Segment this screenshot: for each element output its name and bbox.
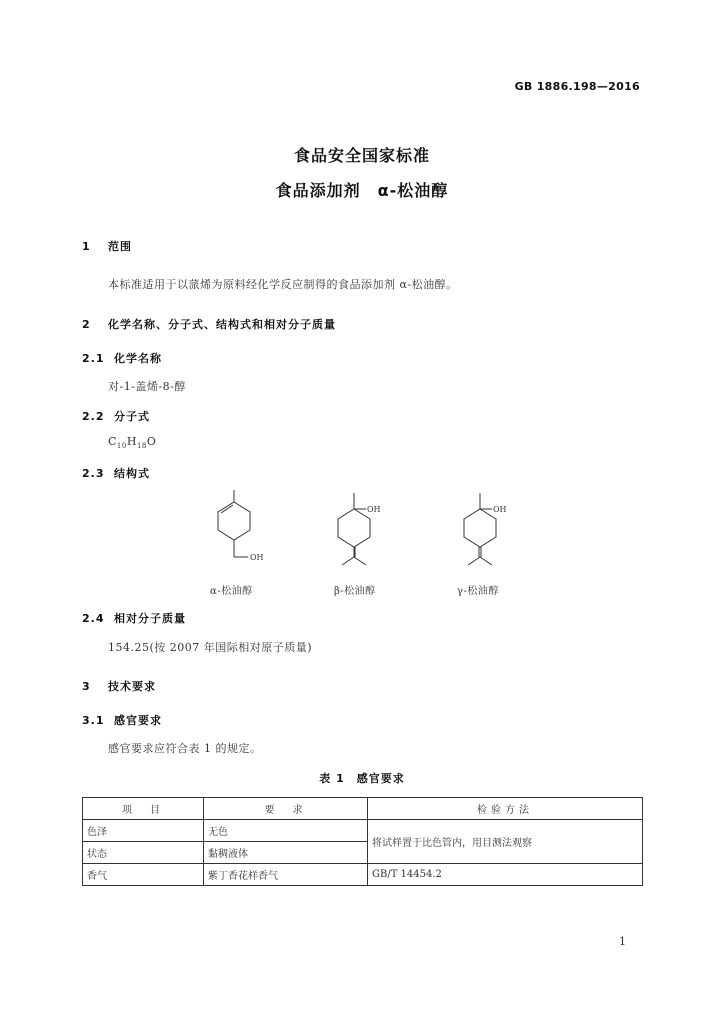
- chemical-name: 对-1-盖烯-8-醇: [108, 380, 186, 393]
- alpha-terpineol-structure: [218, 490, 250, 557]
- section-2-4-heading: [82, 610, 186, 626]
- table-row: [83, 864, 643, 886]
- document-subtitle: 食品添加剂 α-松油醇: [275, 181, 449, 200]
- formula-h-subscript: 18: [136, 442, 147, 451]
- section-number: 2.2: [82, 410, 105, 423]
- section-title: 化学名称: [114, 352, 162, 365]
- formula-o: O: [146, 435, 157, 448]
- table-caption: 表 1 感官要求: [319, 772, 405, 785]
- section-number: 2: [82, 318, 91, 331]
- table-header-method: 检验方法: [368, 798, 643, 820]
- table-header-item: 项 目: [83, 798, 204, 820]
- section-3-1-heading: [82, 712, 162, 728]
- section-title: 化学名称、分子式、结构式和相对分子质量: [108, 318, 336, 331]
- section-title: 感官要求: [114, 714, 162, 727]
- section-1-heading: [82, 238, 132, 254]
- section-number: 1: [82, 240, 91, 253]
- section-3-heading: [82, 678, 156, 694]
- beta-oh-label: OH: [367, 505, 381, 514]
- formula-h: H: [126, 435, 137, 448]
- table-row: [83, 820, 643, 842]
- alpha-terpineol-caption: α-松油醇: [210, 586, 253, 597]
- table-cell-item: 色泽: [83, 820, 204, 842]
- standard-number: GB 1886.198—2016: [514, 80, 640, 93]
- beta-terpineol-structure: [338, 493, 370, 565]
- table-header-requirement: 要 求: [204, 798, 368, 820]
- section-number: 2.4: [82, 612, 105, 625]
- gamma-terpineol-structure: [464, 493, 496, 565]
- table-header-row: [83, 798, 643, 820]
- table-cell-requirement: 紫丁香花样香气: [204, 864, 368, 886]
- section-number: 2.3: [82, 467, 105, 480]
- section-number: 2.1: [82, 352, 105, 365]
- section-2-3-heading: [82, 465, 150, 481]
- table-cell-requirement: 黏稠液体: [204, 842, 368, 864]
- section-title: 技术要求: [108, 680, 156, 693]
- section-title: 范围: [108, 240, 132, 253]
- document-title: 食品安全国家标准: [293, 146, 430, 165]
- gamma-terpineol-caption: γ-松油醇: [457, 586, 499, 597]
- scope-paragraph: 本标准适用于以蒎烯为原料经化学反应制得的食品添加剂 α-松油醇。: [108, 278, 458, 291]
- table-cell-requirement: 无色: [204, 820, 368, 842]
- page-number: 1: [619, 935, 626, 948]
- sensory-requirement-text: 感官要求应符合表 1 的规定。: [108, 742, 262, 755]
- sensory-requirements-table: [82, 797, 643, 886]
- section-title: 结构式: [114, 467, 150, 480]
- table-cell-item: 状态: [83, 842, 204, 864]
- formula-c-subscript: 10: [116, 442, 127, 451]
- section-2-2-heading: [82, 408, 150, 424]
- beta-terpineol-caption: β-松油醇: [334, 586, 376, 597]
- section-title: 分子式: [114, 410, 150, 423]
- table-cell-method: GB/T 14454.2: [368, 864, 643, 886]
- section-2-1-heading: [82, 350, 162, 366]
- table-cell-method: 将试样置于比色管内，用目测法观察: [368, 820, 643, 864]
- formula-c: C: [108, 435, 117, 448]
- molecular-formula: [108, 435, 156, 450]
- section-title: 相对分子质量: [114, 612, 186, 625]
- section-number: 3.1: [82, 714, 105, 727]
- section-number: 3: [82, 680, 91, 693]
- structural-formulas: [0, 485, 724, 570]
- table-cell-item: 香气: [83, 864, 204, 886]
- alpha-oh-label: OH: [250, 553, 264, 562]
- section-2-heading: [82, 316, 336, 332]
- molecular-weight: 154.25(按 2007 年国际相对原子质量): [108, 641, 313, 654]
- gamma-oh-label: OH: [493, 505, 507, 514]
